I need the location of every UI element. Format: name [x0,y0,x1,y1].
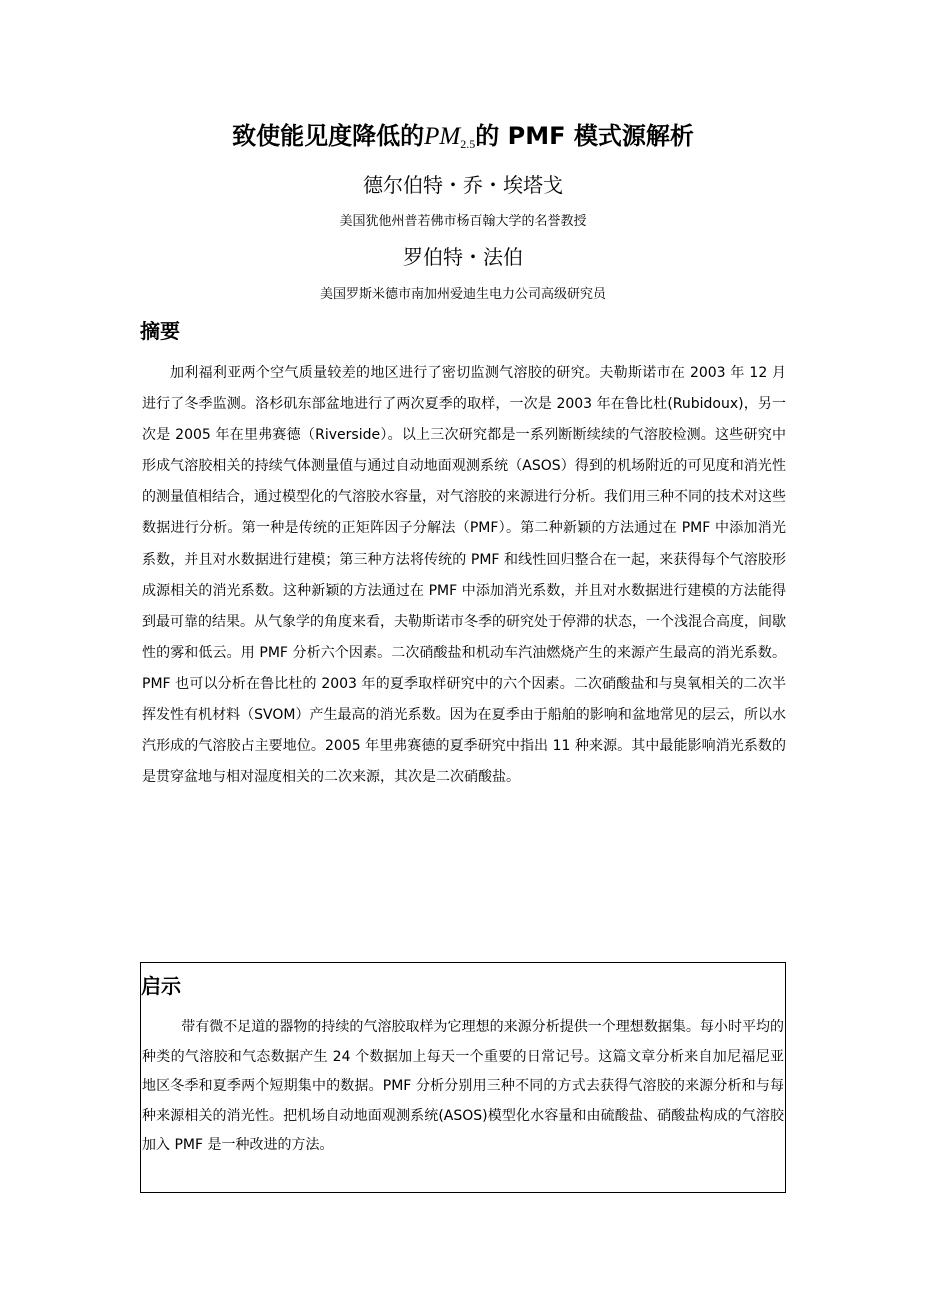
author-name-2: 罗伯特・法伯 [403,245,523,269]
title-pm-subscript: 2.5 [460,137,476,151]
abstract-text: 加利福利亚两个空气质量较差的地区进行了密切监测气溶胶的研究。夫勒斯诺市在 2003 年 12 月进行了冬季监测。洛杉矶东部盆地进行了两次夏季的取样，一次是 2003 年在鲁比杜(Rubidoux)，另一次是 2005 年在里弗赛德（Riverside）。以上三次研究都是一系列断断续续的气溶胶检测。这些研究中形成气溶胶相关的持续气体测量值与通过自动地面观测系统（ASOS）得到的机场附近的可见度和消光性的测量值相结合，通过模型化的气溶胶水容量，对气溶胶的来源进行分析。我们用三种不同的技术对这些数据进行分析。第一种是传统的正矩阵因子分解法（PMF）。第二种新颖的方法通过在 PMF 中添加消光系数，并且对水数据进行建模；第三种方法将传统的 PMF 和线性回归整合在一起，来获得每个气溶胶形成源相关的消光系数。这种新颖的方法通过在 PMF 中添加消光系数，并且对水数据进行建模的方法能得到最可靠的结果。从气象学的角度来看，夫勒斯诺市冬季的研究处于停滞的状态，一个浅混合高度，间歇性的雾和低云。用 PMF 分析六个因素。二次硝酸盐和机动车汽油燃烧产生的来源产生最高的消光系数。PMF 也可以分析在鲁比杜的 2003 年的夏季取样研究中的六个因素。二次硝酸盐和与臭氧相关的二次半挥发性有机材料（SVOM）产生最高的消光系数。因为在夏季由于船舶的影响和盆地常见的层云，所以水汽形成的气溶胶占主要地位。2005 年里弗赛德的夏季研究中指出 11 种来源。其中最能影响消光系数的是贯穿盆地与相对湿度相关的二次来源，其次是二次硝酸盐。 [142,365,786,786]
author-name-1: 德尔伯特・乔・埃塔戈 [363,173,563,197]
title-suffix: 的 PMF 模式源解析 [475,122,694,150]
title-pm-main: PM [424,123,461,150]
insight-box [140,962,786,1193]
author-affiliation-1: 美国犹他州普若佛市杨百翰大学的名誉教授 [339,214,587,229]
title-prefix: 致使能见度降低的 [232,122,425,150]
abstract-heading: 摘要 [140,319,180,343]
insight-text: 带有微不足道的器物的持续的气溶胶取样为它理想的来源分析提供一个理想数据集。每小时平均的种类的气溶胶和气态数据产生 24 个数据加上每天一个重要的日常记号。这篇文章分析来自加尼福尼亚地区冬季和夏季两个短期集中的数据。PMF 分析分别用三种不同的方式去获得气溶胶的来源分析和与每种来源相关的消光性。把机场自动地面观测系统(ASOS)模型化水容量和由硫酸盐、硝酸盐构成的气溶胶加入 PMF 是一种改进的方法。 [142,1019,784,1153]
title-pm-symbol [424,123,475,150]
author-affiliation-2: 美国罗斯米德市南加州爱迪生电力公司高级研究员 [319,287,606,302]
paper-title [0,116,926,164]
insight-heading: 启示 [141,974,181,998]
